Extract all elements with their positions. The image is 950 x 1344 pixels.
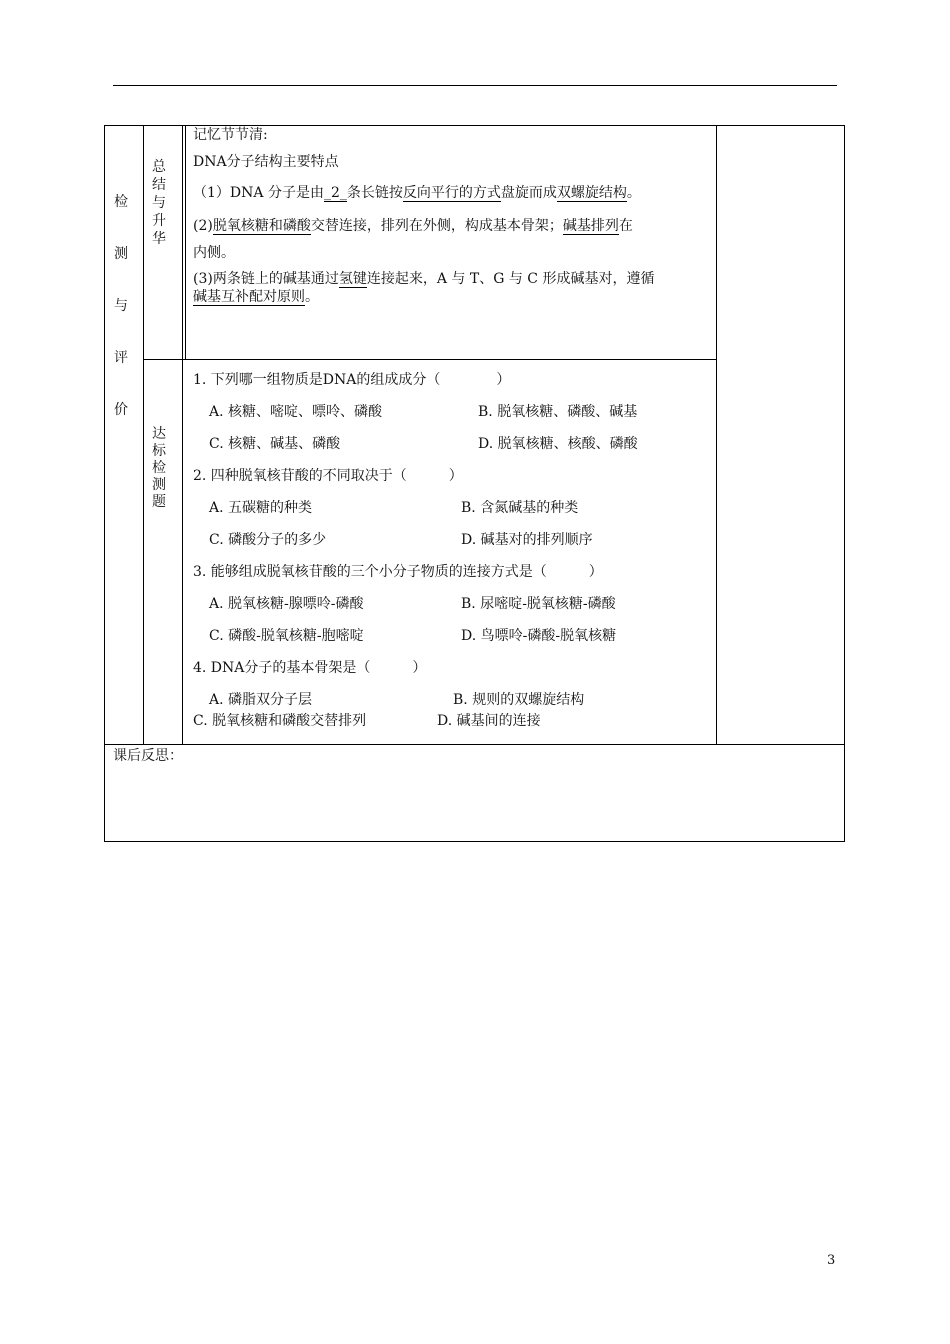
question-4: 4. DNA分子的基本骨架是（ ） (193, 660, 427, 676)
section-divider (143, 359, 716, 360)
question-4-option-a: A. 磷脂双分子层 (209, 692, 313, 708)
section1-title: 记忆节节清: (193, 127, 268, 143)
reflection-label: 课后反思： (113, 748, 183, 764)
summary-point-1: （1）DNA 分子是由_2_条长链按反向平行的方式盘旋而成双螺旋结构。 (193, 185, 641, 201)
section1-subtitle: DNA分子结构主要特点 (193, 154, 339, 170)
side-label: 检 测 与 评 价 (114, 194, 128, 418)
question-3-option-b: B. 尿嘧啶-脱氧核糖-磷酸 (461, 596, 616, 612)
column-divider-3 (716, 125, 717, 745)
section1-label: 总 结 与 升 华 (152, 159, 166, 247)
table-border-bottom (104, 841, 845, 842)
question-2-option-a: A. 五碳糖的种类 (209, 500, 313, 516)
question-1-option-d: D. 脱氧核糖、核酸、磷酸 (478, 436, 638, 452)
summary-point-2: (2)脱氧核糖和磷酸交替连接，排列在外侧，构成基本骨架；碱基排列在 (193, 218, 633, 234)
question-2: 2. 四种脱氧核苷酸的不同取决于（ ） (193, 468, 463, 484)
column-divider-1 (143, 125, 144, 745)
question-3-option-d: D. 鸟嘌呤-磷酸-脱氧核糖 (461, 628, 617, 644)
question-4-option-c: C. 脱氧核糖和磷酸交替排列 (193, 713, 367, 729)
question-3-option-a: A. 脱氧核糖-腺嘌呤-磷酸 (209, 596, 364, 612)
header-rule (113, 85, 837, 86)
question-4-option-b: B. 规则的双螺旋结构 (453, 692, 585, 708)
table-border-left (104, 125, 105, 842)
page-number: 3 (827, 1253, 836, 1268)
summary-point-2-cont: 内侧。 (193, 245, 235, 261)
question-3-option-c: C. 磷酸-脱氧核糖-胞嘧啶 (209, 628, 364, 644)
question-2-option-c: C. 磷酸分子的多少 (209, 532, 327, 548)
table-border-right (844, 125, 845, 842)
question-1-option-b: B. 脱氧核糖、磷酸、碱基 (478, 404, 638, 420)
question-2-option-d: D. 碱基对的排列顺序 (461, 532, 593, 548)
question-2-option-b: B. 含氮碱基的种类 (461, 500, 579, 516)
question-1-option-c: C. 核糖、碱基、磷酸 (209, 436, 341, 452)
column-divider-2 (182, 125, 183, 745)
question-1-option-a: A. 核糖、嘧啶、嘌呤、磷酸 (209, 404, 383, 420)
summary-point-3-cont: 碱基互补配对原则。 (193, 289, 319, 305)
section2-label: 达 标 检 测 题 (152, 426, 166, 510)
question-4-option-d: D. 碱基间的连接 (437, 713, 541, 729)
reflection-divider (104, 744, 845, 745)
summary-point-3: (3)两条链上的碱基通过氢键连接起来，A 与 T、G 与 C 形成碱基对，遵循 (193, 271, 655, 287)
question-1: 1. 下列哪一组物质是DNA的组成成分（ ） (193, 372, 511, 388)
column-divider-2b (185, 125, 186, 360)
question-3: 3. 能够组成脱氧核苷酸的三个小分子物质的连接方式是（ ） (193, 564, 603, 580)
